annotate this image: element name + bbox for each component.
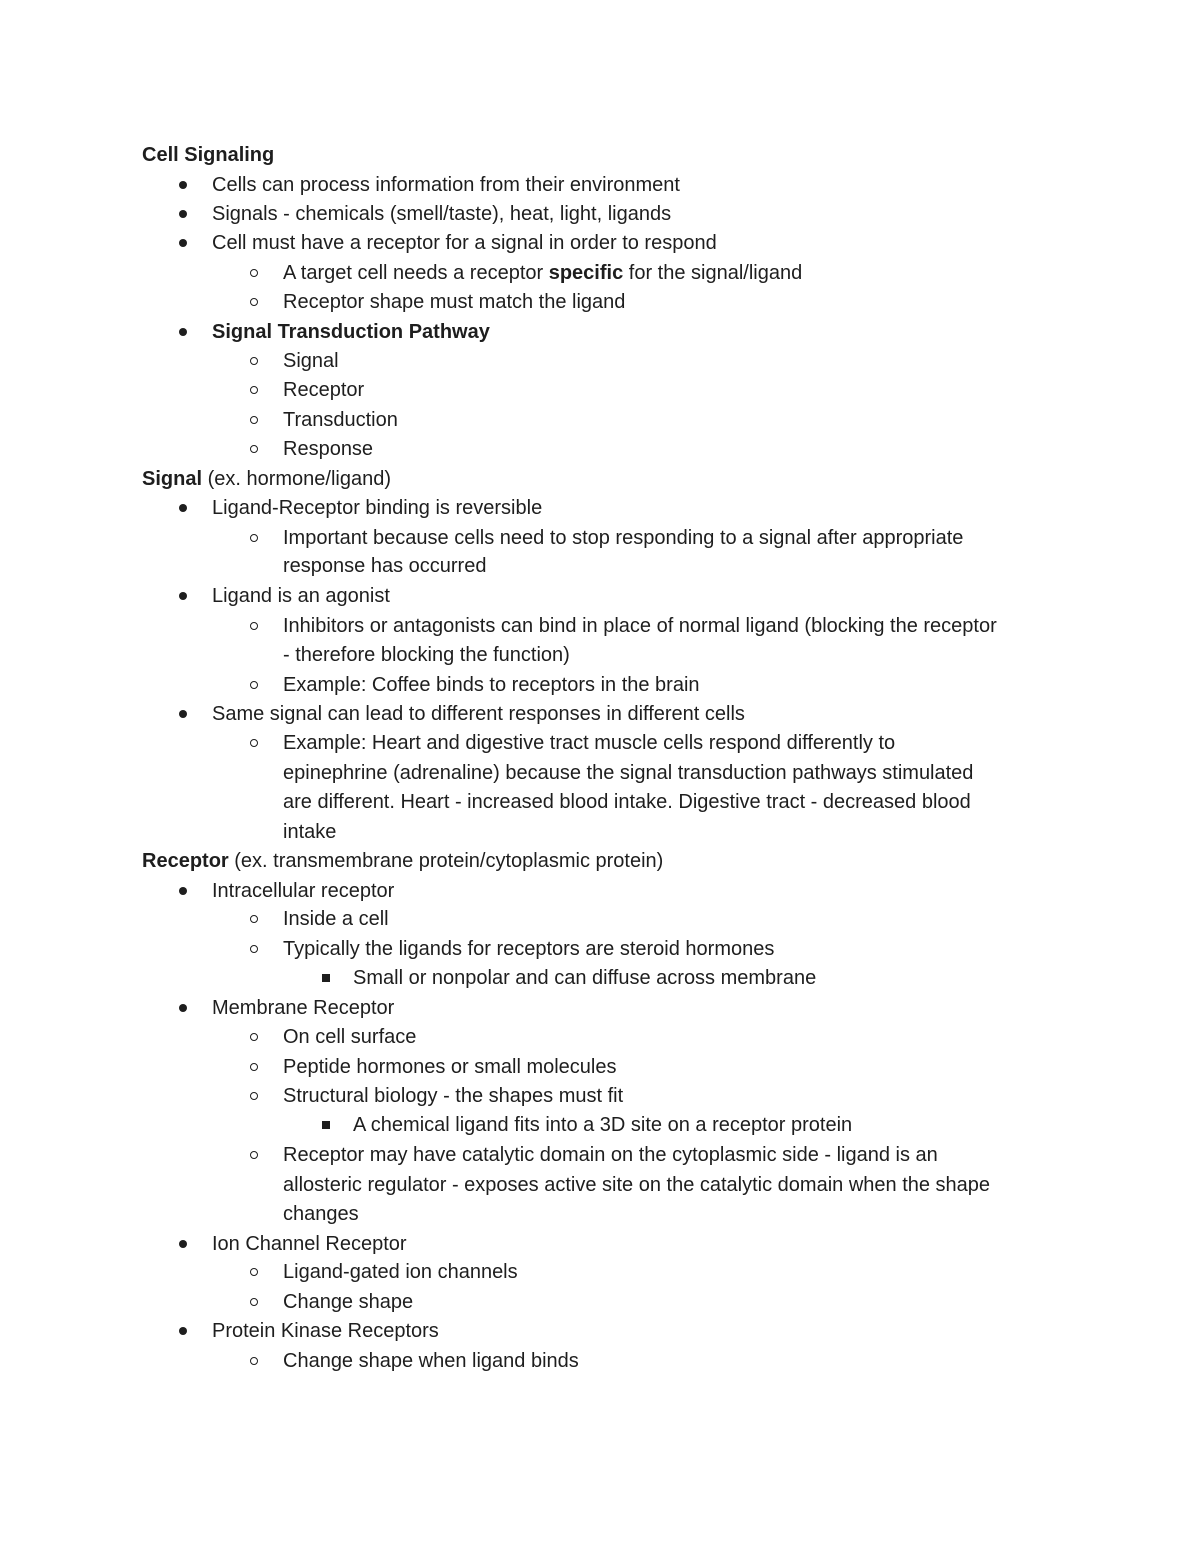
list-item-text: allosteric regulator - exposes active site on the catalytic domain when the shape: [283, 1174, 991, 1196]
list-item-continuation: [0, 1170, 1200, 1200]
list-item-text: Example: Coffee binds to receptors in the brain: [283, 674, 700, 696]
bullet-circle-icon: [246, 904, 266, 934]
list-item-text: Receptor: [283, 379, 365, 401]
list-item: [0, 876, 1200, 906]
list-item: [0, 581, 1200, 611]
list-item-text: Peptide hormones or small molecules: [283, 1056, 617, 1078]
list-item-text: Structural biology - the shapes must fit: [283, 1085, 624, 1107]
bullet-circle-icon: [246, 405, 266, 435]
list-item-continuation: [0, 787, 1200, 817]
list-item-text: [283, 258, 802, 288]
heading-cell-signaling: [0, 140, 1200, 170]
bullet-circle-icon: [246, 1022, 266, 1052]
list-item: [0, 170, 1200, 200]
heading-bold: Signal: [142, 468, 203, 490]
bullet-circle-icon: [246, 434, 266, 464]
list-item-text: Example: Heart and digestive tract muscle cells respond differently to: [283, 732, 896, 754]
list-item-text: Typically the ligands for receptors are steroid hormones: [283, 938, 775, 960]
bullet-circle-icon: [246, 523, 266, 553]
list-item: [0, 728, 1200, 758]
list-item-text: A chemical ligand fits into a 3D site on a receptor protein: [353, 1114, 853, 1136]
bullet-disc-icon: [175, 993, 195, 1023]
list-item-text: On cell surface: [283, 1026, 417, 1048]
list-item: [0, 1316, 1200, 1346]
bullet-disc-icon: [175, 228, 195, 258]
list-item: [0, 963, 1200, 993]
list-item-text: Signals - chemicals (smell/taste), heat, light, ligands: [212, 203, 672, 225]
list-item: [0, 611, 1200, 641]
list-item: [0, 375, 1200, 405]
list-item: [0, 1022, 1200, 1052]
list-item: [0, 405, 1200, 435]
text-run: for the signal/ligand: [623, 262, 803, 284]
list-item: [0, 1257, 1200, 1287]
list-item: [0, 434, 1200, 464]
list-item-text: Signal Transduction Pathway: [212, 321, 490, 343]
list-item: [0, 1346, 1200, 1376]
bullet-circle-icon: [246, 670, 266, 700]
list-item: [0, 523, 1200, 553]
list-item: [0, 287, 1200, 317]
heading-text: Cell Signaling: [142, 144, 275, 166]
list-item: [0, 1052, 1200, 1082]
list-item: [0, 904, 1200, 934]
bullet-disc-icon: [175, 581, 195, 611]
list-item-text: Transduction: [283, 409, 398, 431]
bullet-circle-icon: [246, 1052, 266, 1082]
bullet-disc-icon: [175, 199, 195, 229]
list-item-text: Ligand-Receptor binding is reversible: [212, 497, 543, 519]
list-item-text: Protein Kinase Receptors: [212, 1320, 439, 1342]
list-item-continuation: [0, 817, 1200, 847]
list-item-text: Response: [283, 438, 374, 460]
heading-rest: (ex. transmembrane protein/cytoplasmic protein): [228, 850, 664, 872]
list-item: [0, 258, 1200, 288]
bullet-circle-icon: [246, 1081, 266, 1111]
list-item-text: Ligand-gated ion channels: [283, 1261, 518, 1283]
list-item: [0, 1110, 1200, 1140]
list-item-text: Cells can process information from their environment: [212, 174, 680, 196]
bullet-circle-icon: [246, 287, 266, 317]
heading-rest: (ex. hormone/ligand): [202, 468, 391, 490]
list-item: [0, 934, 1200, 964]
list-item-text: epinephrine (adrenaline) because the signal transduction pathways stimulated: [283, 762, 974, 784]
list-item-text: intake: [283, 821, 337, 843]
list-item: [0, 346, 1200, 376]
bullet-circle-icon: [246, 375, 266, 405]
bullet-disc-icon: [175, 1229, 195, 1259]
bullet-circle-icon: [246, 1257, 266, 1287]
list-item-text: Same signal can lead to different responses in different cells: [212, 703, 745, 725]
list-item: [0, 1081, 1200, 1111]
list-item-text: Inhibitors or antagonists can bind in place of normal ligand (blocking the receptor: [283, 615, 997, 637]
list-item-text: Ion Channel Receptor: [212, 1233, 407, 1255]
list-item-text: changes: [283, 1203, 359, 1225]
bullet-circle-icon: [246, 611, 266, 641]
list-item-text: Signal: [283, 350, 339, 372]
bullet-circle-icon: [246, 728, 266, 758]
list-item: [0, 1229, 1200, 1259]
list-item-text: are different. Heart - increased blood intake. Digestive tract - decreased blood: [283, 791, 971, 813]
list-item: [0, 1287, 1200, 1317]
list-item-text: Small or nonpolar and can diffuse across membrane: [353, 967, 817, 989]
list-item: [0, 493, 1200, 523]
list-item-text: Inside a cell: [283, 908, 389, 930]
text-run: A target cell needs a receptor: [283, 262, 549, 284]
list-item: [0, 317, 1200, 347]
list-item: [0, 199, 1200, 229]
list-item-text: Change shape: [283, 1291, 414, 1313]
bullet-circle-icon: [246, 346, 266, 376]
bullet-disc-icon: [175, 493, 195, 523]
heading-receptor: [0, 846, 1200, 876]
list-item-continuation: [0, 640, 1200, 670]
bullet-circle-icon: [246, 1140, 266, 1170]
list-item-text: response has occurred: [283, 555, 487, 577]
bullet-disc-icon: [175, 317, 195, 347]
bullet-square-icon: [317, 1110, 337, 1140]
list-item-text: Membrane Receptor: [212, 997, 395, 1019]
bullet-disc-icon: [175, 170, 195, 200]
list-item-text: Receptor may have catalytic domain on the cytoplasmic side - ligand is an: [283, 1144, 938, 1166]
bullet-disc-icon: [175, 876, 195, 906]
bullet-circle-icon: [246, 258, 266, 288]
bullet-circle-icon: [246, 934, 266, 964]
list-item-text: Ligand is an agonist: [212, 585, 390, 607]
list-item: [0, 993, 1200, 1023]
emphasis-text: specific: [548, 262, 624, 284]
list-item-text: Receptor shape must match the ligand: [283, 291, 626, 313]
heading-bold: Receptor: [142, 850, 229, 872]
heading-text: [142, 846, 663, 876]
list-item-continuation: [0, 1199, 1200, 1229]
list-item-text: - therefore blocking the function): [283, 644, 570, 666]
list-item: [0, 1140, 1200, 1170]
list-item-text: Intracellular receptor: [212, 880, 395, 902]
list-item-text: Cell must have a receptor for a signal in order to respond: [212, 232, 717, 254]
list-item-text: Important because cells need to stop responding to a signal after appropriate: [283, 527, 964, 549]
heading-signal: [0, 464, 1200, 494]
bullet-circle-icon: [246, 1287, 266, 1317]
list-item: [0, 699, 1200, 729]
list-item: [0, 228, 1200, 258]
list-item-continuation: [0, 758, 1200, 788]
bullet-square-icon: [317, 963, 337, 993]
bullet-disc-icon: [175, 699, 195, 729]
heading-text: [142, 464, 391, 494]
list-item-continuation: [0, 551, 1200, 581]
list-item: [0, 670, 1200, 700]
bullet-circle-icon: [246, 1346, 266, 1376]
list-item-text: Change shape when ligand binds: [283, 1350, 579, 1372]
bullet-disc-icon: [175, 1316, 195, 1346]
